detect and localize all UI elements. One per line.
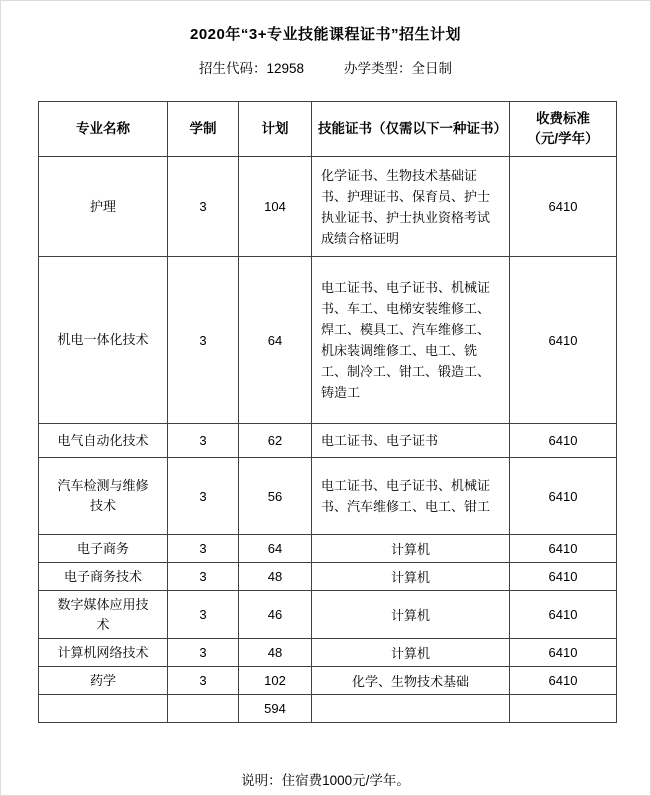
table-row: [39, 157, 617, 257]
certificate-cell: 电工证书、电子证书、机械证书、车工、电梯安装维修工、焊工、模具工、汽车维修工、机床装调维修工、电工、铣工、制冷工、钳工、锻造工、铸造工: [312, 257, 510, 424]
major-cell: 计算机网络技术: [39, 639, 168, 667]
major-cell: 电气自动化技术: [39, 424, 168, 458]
duration-cell: 3: [168, 458, 239, 535]
plan-cell: 48: [239, 563, 312, 591]
table-row: [39, 639, 617, 667]
certificate-cell: 化学、生物技术基础: [312, 667, 510, 695]
major-cell: 药学: [39, 667, 168, 695]
certificate-cell: 计算机: [312, 639, 510, 667]
fee-cell: 6410: [510, 458, 617, 535]
table-row: [39, 257, 617, 424]
table-row: [39, 424, 617, 458]
header-duration: 学制: [168, 102, 239, 157]
table-header-row: [39, 102, 617, 157]
major-cell: [39, 695, 168, 723]
table-row-total: [39, 695, 617, 723]
header-fee-line2: （元/学年）: [527, 131, 599, 146]
plan-cell: 56: [239, 458, 312, 535]
certificate-cell: 化学证书、生物技术基础证书、护理证书、保育员、护士执业证书、护士执业资格考试成绩合格证明: [312, 157, 510, 257]
table-row: [39, 535, 617, 563]
duration-cell: [168, 695, 239, 723]
subtitle-row: [1, 57, 650, 77]
school-type: 办学类型：全日制: [344, 61, 453, 76]
certificate-cell: 计算机: [312, 535, 510, 563]
duration-cell: 3: [168, 424, 239, 458]
certificate-cell: 电工证书、电子证书、机械证书、汽车维修工、电工、钳工: [312, 458, 510, 535]
table-row: [39, 563, 617, 591]
major-cell: 护理: [39, 157, 168, 257]
fee-cell: 6410: [510, 257, 617, 424]
plan-total-cell: 594: [239, 695, 312, 723]
enrollment-table: [38, 101, 617, 723]
fee-cell: 6410: [510, 639, 617, 667]
header-fee: [510, 102, 617, 157]
duration-cell: 3: [168, 535, 239, 563]
header-certificate: 技能证书（仅需以下一种证书）: [312, 102, 510, 157]
fee-cell: 6410: [510, 591, 617, 639]
fee-cell: 6410: [510, 535, 617, 563]
certificate-cell: 计算机: [312, 563, 510, 591]
duration-cell: 3: [168, 667, 239, 695]
plan-cell: 64: [239, 535, 312, 563]
duration-cell: 3: [168, 639, 239, 667]
admission-code: 招生代码：12958: [198, 61, 305, 76]
major-cell: 电子商务: [39, 535, 168, 563]
duration-cell: 3: [168, 591, 239, 639]
plan-cell: 62: [239, 424, 312, 458]
major-cell: 数字媒体应用技术: [39, 591, 168, 639]
fee-cell: 6410: [510, 667, 617, 695]
certificate-cell: [312, 695, 510, 723]
note-text: 说明：住宿费1000元/学年。: [241, 773, 410, 788]
major-cell: 电子商务技术: [39, 563, 168, 591]
page-title: 2020年“3+专业技能课程证书”招生计划: [190, 26, 461, 43]
plan-cell: 48: [239, 639, 312, 667]
certificate-cell: 电工证书、电子证书: [312, 424, 510, 458]
header-plan: 计划: [239, 102, 312, 157]
header-major: 专业名称: [39, 102, 168, 157]
fee-cell: 6410: [510, 424, 617, 458]
fee-cell: 6410: [510, 563, 617, 591]
plan-cell: 102: [239, 667, 312, 695]
fee-cell: 6410: [510, 157, 617, 257]
table-row: [39, 458, 617, 535]
table-row: [39, 667, 617, 695]
plan-cell: 104: [239, 157, 312, 257]
major-cell: 汽车检测与维修技术: [39, 458, 168, 535]
plan-cell: 46: [239, 591, 312, 639]
duration-cell: 3: [168, 563, 239, 591]
duration-cell: 3: [168, 257, 239, 424]
certificate-cell: 计算机: [312, 591, 510, 639]
duration-cell: 3: [168, 157, 239, 257]
header-fee-line1: 收费标准: [536, 111, 590, 126]
fee-cell: [510, 695, 617, 723]
table-row: [39, 591, 617, 639]
plan-cell: 64: [239, 257, 312, 424]
major-cell: 机电一体化技术: [39, 257, 168, 424]
